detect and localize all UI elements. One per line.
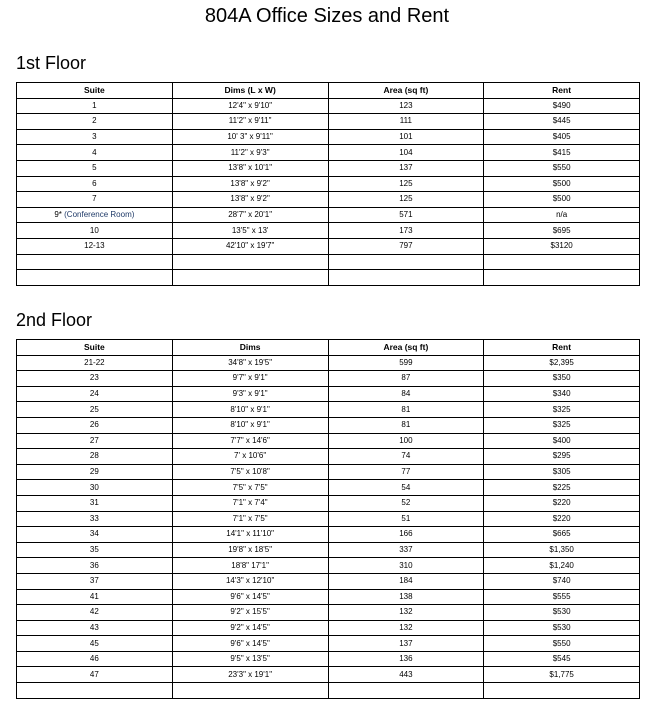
rent-cell: $665 (484, 527, 640, 543)
suite-cell (17, 355, 173, 371)
dims-cell: 13'8" x 9'2" (172, 192, 328, 208)
rent-cell: $555 (484, 589, 640, 605)
rent-cell: $530 (484, 605, 640, 621)
suite-number: 9* (54, 210, 62, 220)
dims-header: Dims (L x W) (172, 83, 328, 99)
table-row (17, 464, 640, 480)
suite-cell (17, 145, 173, 161)
rent-cell: $530 (484, 620, 640, 636)
table-row (17, 355, 640, 371)
table-row (17, 417, 640, 433)
rent-header: Rent (484, 83, 640, 99)
dims-cell: 9'2" x 15'5" (172, 605, 328, 621)
area-cell: 184 (328, 573, 484, 589)
rent-cell: $545 (484, 651, 640, 667)
dims-cell: 14'1" x 11'10" (172, 527, 328, 543)
suite-number: 46 (89, 654, 99, 664)
dims-cell: 10' 3" x 9'11" (172, 129, 328, 145)
suite-cell (17, 386, 173, 402)
suite-note: (Conference Room) (64, 210, 135, 220)
table-row (17, 160, 640, 176)
table-row (17, 620, 640, 636)
table-row (17, 589, 640, 605)
suite-number: 37 (89, 576, 99, 586)
suite-number: 28 (89, 451, 99, 461)
dims-cell: 7'7" x 14'6" (172, 433, 328, 449)
table-row (17, 98, 640, 114)
suite-number: 42 (89, 607, 99, 617)
table-row (17, 129, 640, 145)
dims-cell: 8'10" x 9'1" (172, 402, 328, 418)
rent-cell: $2,395 (484, 355, 640, 371)
area-cell: 310 (328, 558, 484, 574)
area-cell: 137 (328, 160, 484, 176)
table-row (17, 605, 640, 621)
area-cell: 111 (328, 114, 484, 130)
area-cell (328, 683, 484, 699)
table-row (17, 480, 640, 496)
rent-cell: $340 (484, 386, 640, 402)
dims-cell: 13'8" x 9'2" (172, 176, 328, 192)
area-header: Area (sq ft) (328, 83, 484, 99)
dims-cell: 23'3" x 19'1" (172, 667, 328, 683)
dims-cell (172, 683, 328, 699)
suite-cell (17, 223, 173, 239)
area-cell: 173 (328, 223, 484, 239)
dims-cell: 34'8" x 19'5" (172, 355, 328, 371)
floor2-heading: 2nd Floor (16, 310, 93, 330)
dims-cell: 42'10" x 19'7" (172, 238, 328, 254)
table-row (17, 511, 640, 527)
dims-cell: 13'8" x 10'1" (172, 160, 328, 176)
table-row (17, 573, 640, 589)
suite-number: 33 (89, 513, 99, 523)
suite-header: Suite (17, 83, 173, 99)
suite-cell (17, 620, 173, 636)
floor1-table (16, 82, 640, 286)
suite-number: 1 (92, 100, 97, 110)
area-cell: 87 (328, 371, 484, 387)
suite-number: 4 (92, 147, 97, 157)
rent-cell (484, 254, 640, 270)
rent-cell: $400 (484, 433, 640, 449)
area-cell: 337 (328, 542, 484, 558)
suite-cell (17, 417, 173, 433)
suite-number: 43 (89, 622, 99, 632)
area-cell: 101 (328, 129, 484, 145)
dims-cell: 7'1" x 7'5" (172, 511, 328, 527)
rent-cell: $220 (484, 511, 640, 527)
rent-cell: $500 (484, 192, 640, 208)
table-row (17, 636, 640, 652)
rent-cell: n/a (484, 207, 640, 223)
area-cell: 132 (328, 620, 484, 636)
suite-cell (17, 527, 173, 543)
suite-cell (17, 589, 173, 605)
area-cell: 599 (328, 355, 484, 371)
suite-number: 27 (89, 435, 99, 445)
dims-cell: 9'7" x 9'1" (172, 371, 328, 387)
suite-number: 41 (89, 591, 99, 601)
rent-cell: $500 (484, 176, 640, 192)
suite-cell (17, 207, 173, 223)
suite-cell (17, 667, 173, 683)
area-cell: 443 (328, 667, 484, 683)
table-row (17, 402, 640, 418)
suite-number: 45 (89, 638, 99, 648)
table-row (17, 386, 640, 402)
suite-cell (17, 558, 173, 574)
suite-cell (17, 98, 173, 114)
table-row (17, 542, 640, 558)
rent-cell: $350 (484, 371, 640, 387)
dims-cell: 7'1" x 7'4" (172, 495, 328, 511)
area-cell: 137 (328, 636, 484, 652)
table-row (17, 527, 640, 543)
suite-cell (17, 651, 173, 667)
dims-cell: 8'10" x 9'1" (172, 417, 328, 433)
table-row (17, 371, 640, 387)
table-header-row (17, 340, 640, 356)
table-row (17, 495, 640, 511)
rent-cell: $405 (484, 129, 640, 145)
dims-cell: 13'5" x 13' (172, 223, 328, 239)
suite-number: 6 (92, 178, 97, 188)
dims-cell: 9'6" x 14'5" (172, 589, 328, 605)
suite-cell (17, 683, 173, 699)
rent-cell (484, 683, 640, 699)
suite-cell (17, 160, 173, 176)
dims-cell: 12'4" x 9'10" (172, 98, 328, 114)
area-cell: 125 (328, 192, 484, 208)
dims-cell: 9'3" x 9'1" (172, 386, 328, 402)
area-cell: 74 (328, 449, 484, 465)
suite-cell (17, 433, 173, 449)
dims-cell: 7'5" x 10'8" (172, 464, 328, 480)
dims-cell: 11'2" x 9'11" (172, 114, 328, 130)
rent-cell: $1,775 (484, 667, 640, 683)
table-row (17, 558, 640, 574)
suite-number: 31 (89, 498, 99, 508)
table-row (17, 449, 640, 465)
table-row (17, 238, 640, 254)
table-row (17, 433, 640, 449)
area-header: Area (sq ft) (328, 340, 484, 356)
area-cell: 123 (328, 98, 484, 114)
area-cell: 77 (328, 464, 484, 480)
dims-cell: 14'3" x 12'10" (172, 573, 328, 589)
table-row (17, 176, 640, 192)
suite-number: 36 (89, 560, 99, 570)
suite-number: 34 (89, 529, 99, 539)
area-cell: 81 (328, 417, 484, 433)
area-cell (328, 270, 484, 286)
suite-number: 25 (89, 404, 99, 414)
suite-cell (17, 495, 173, 511)
dims-cell: 7' x 10'6" (172, 449, 328, 465)
table-row (17, 192, 640, 208)
rent-cell: $490 (484, 98, 640, 114)
suite-number: 35 (89, 545, 99, 555)
rent-cell: $740 (484, 573, 640, 589)
table-row (17, 254, 640, 270)
area-cell: 132 (328, 605, 484, 621)
area-cell (328, 254, 484, 270)
rent-cell: $325 (484, 402, 640, 418)
area-cell: 125 (328, 176, 484, 192)
suite-number: 12-13 (84, 241, 105, 251)
dims-cell: 7'5" x 7'5" (172, 480, 328, 496)
area-cell: 166 (328, 527, 484, 543)
dims-cell (172, 254, 328, 270)
suite-cell (17, 270, 173, 286)
rent-cell: $550 (484, 636, 640, 652)
area-cell: 104 (328, 145, 484, 161)
rent-cell: $3120 (484, 238, 640, 254)
area-cell: 51 (328, 511, 484, 527)
suite-cell (17, 573, 173, 589)
table-header-row (17, 83, 640, 99)
dims-cell: 11'2" x 9'3" (172, 145, 328, 161)
suite-cell (17, 114, 173, 130)
suite-cell (17, 402, 173, 418)
suite-cell (17, 542, 173, 558)
suite-number: 7 (92, 194, 97, 204)
suite-number: 30 (89, 482, 99, 492)
suite-number: 29 (89, 467, 99, 477)
dims-cell: 19'8" x 18'5" (172, 542, 328, 558)
area-cell: 54 (328, 480, 484, 496)
rent-cell: $295 (484, 449, 640, 465)
area-cell: 81 (328, 402, 484, 418)
table-row (17, 270, 640, 286)
rent-cell: $220 (484, 495, 640, 511)
suite-cell (17, 192, 173, 208)
suite-cell (17, 636, 173, 652)
area-cell: 571 (328, 207, 484, 223)
suite-number: 21-22 (84, 357, 105, 367)
suite-cell (17, 605, 173, 621)
suite-number: 23 (89, 373, 99, 383)
area-cell: 138 (328, 589, 484, 605)
area-cell: 52 (328, 495, 484, 511)
table-row (17, 114, 640, 130)
rent-cell: $550 (484, 160, 640, 176)
rent-header: Rent (484, 340, 640, 356)
suite-cell (17, 129, 173, 145)
table-row (17, 667, 640, 683)
rent-cell: $225 (484, 480, 640, 496)
suite-header: Suite (17, 340, 173, 356)
table-row (17, 223, 640, 239)
rent-cell: $1,350 (484, 542, 640, 558)
suite-cell (17, 371, 173, 387)
suite-cell (17, 449, 173, 465)
rent-cell: $445 (484, 114, 640, 130)
area-cell: 136 (328, 651, 484, 667)
rent-cell: $695 (484, 223, 640, 239)
area-cell: 100 (328, 433, 484, 449)
suite-number: 24 (89, 389, 99, 399)
suite-cell (17, 238, 173, 254)
document-title: 804A Office Sizes and Rent (204, 5, 450, 27)
suite-cell (17, 464, 173, 480)
rent-cell: $305 (484, 464, 640, 480)
suite-cell (17, 480, 173, 496)
dims-cell: 9'5" x 13'5" (172, 651, 328, 667)
floor2-table (16, 339, 640, 699)
floor1-heading: 1st Floor (16, 53, 87, 73)
suite-number: 10 (89, 225, 99, 235)
table-row (17, 683, 640, 699)
dims-cell: 18'8" 17'1" (172, 558, 328, 574)
rent-cell: $1,240 (484, 558, 640, 574)
suite-number: 5 (92, 163, 97, 173)
suite-cell (17, 254, 173, 270)
dims-cell (172, 270, 328, 286)
area-cell: 797 (328, 238, 484, 254)
suite-number: 26 (89, 420, 99, 430)
rent-cell: $415 (484, 145, 640, 161)
suite-number: 3 (92, 132, 97, 142)
area-cell: 84 (328, 386, 484, 402)
suite-cell (17, 176, 173, 192)
table-row (17, 145, 640, 161)
rent-cell: $325 (484, 417, 640, 433)
table-row (17, 651, 640, 667)
rent-cell (484, 270, 640, 286)
table-row (17, 207, 640, 223)
suite-cell (17, 511, 173, 527)
suite-number: 47 (89, 669, 99, 679)
dims-cell: 9'6" x 14'5" (172, 636, 328, 652)
dims-cell: 28'7" x 20'1" (172, 207, 328, 223)
dims-cell: 9'2" x 14'5" (172, 620, 328, 636)
dims-header: Dims (172, 340, 328, 356)
suite-number: 2 (92, 116, 97, 126)
